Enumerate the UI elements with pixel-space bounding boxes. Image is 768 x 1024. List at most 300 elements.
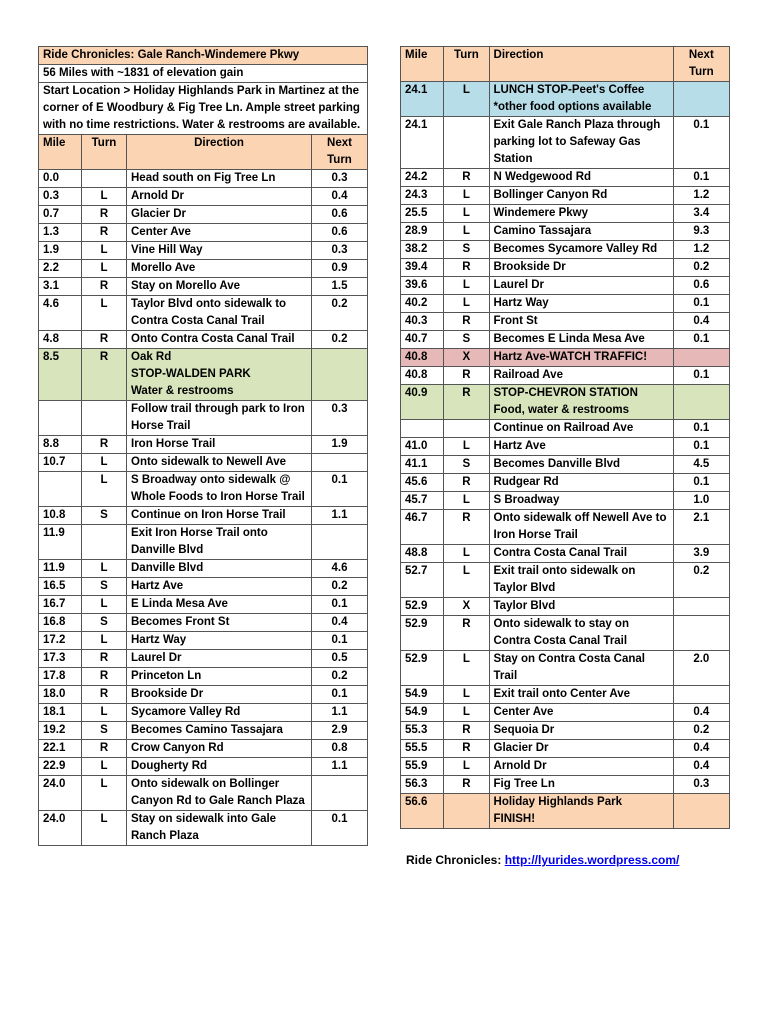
cue-direction: Rudgear Rd bbox=[489, 474, 673, 492]
cue-mile: 40.3 bbox=[401, 313, 444, 331]
cue-direction: Vine Hill Way bbox=[127, 242, 312, 260]
cue-direction: Sycamore Valley Rd bbox=[127, 704, 312, 722]
cue-mile: 52.9 bbox=[401, 651, 444, 686]
cue-next-turn: 0.1 bbox=[673, 367, 729, 385]
cue-row bbox=[401, 758, 730, 776]
cue-next-turn: 0.4 bbox=[312, 188, 368, 206]
cue-direction: S Broadway onto sidewalk @ Whole Foods to Iron Horse Trail bbox=[127, 472, 312, 507]
cue-mile: 45.7 bbox=[401, 492, 444, 510]
cue-row bbox=[401, 686, 730, 704]
cue-row bbox=[39, 740, 368, 758]
col-header-direction: Direction bbox=[489, 47, 673, 82]
cue-row bbox=[401, 331, 730, 349]
cue-mile: 0.7 bbox=[39, 206, 82, 224]
cue-turn: L bbox=[82, 758, 127, 776]
cue-row bbox=[401, 295, 730, 313]
cue-next-turn bbox=[673, 616, 729, 651]
cue-turn: R bbox=[82, 331, 127, 349]
cue-next-turn: 9.3 bbox=[673, 223, 729, 241]
cue-next-turn bbox=[673, 385, 729, 420]
cue-row bbox=[39, 811, 368, 846]
cue-row bbox=[401, 545, 730, 563]
cue-mile bbox=[401, 420, 444, 438]
cue-next-turn: 1.9 bbox=[312, 436, 368, 454]
cue-row bbox=[401, 456, 730, 474]
cue-next-turn: 0.4 bbox=[312, 614, 368, 632]
cue-turn: R bbox=[82, 686, 127, 704]
cue-turn: L bbox=[82, 704, 127, 722]
cue-next-turn: 4.5 bbox=[673, 456, 729, 474]
cue-next-turn bbox=[673, 794, 729, 829]
cue-turn: R bbox=[444, 510, 489, 545]
cue-turn: L bbox=[444, 277, 489, 295]
cue-row bbox=[39, 278, 368, 296]
cue-mile: 22.9 bbox=[39, 758, 82, 776]
cue-mile: 45.6 bbox=[401, 474, 444, 492]
cue-row bbox=[401, 598, 730, 616]
cue-row bbox=[39, 401, 368, 436]
cue-next-turn: 1.2 bbox=[673, 241, 729, 259]
cue-next-turn bbox=[312, 454, 368, 472]
cue-turn: L bbox=[444, 187, 489, 205]
cue-mile: 17.3 bbox=[39, 650, 82, 668]
cue-mile: 55.5 bbox=[401, 740, 444, 758]
cue-row bbox=[401, 492, 730, 510]
cue-mile: 0.3 bbox=[39, 188, 82, 206]
cue-direction: Hartz Ave bbox=[489, 438, 673, 456]
cue-row bbox=[39, 296, 368, 331]
cue-next-turn: 0.4 bbox=[673, 758, 729, 776]
cue-direction: Princeton Ln bbox=[127, 668, 312, 686]
cue-direction: Onto sidewalk off Newell Ave to Iron Horse Trail bbox=[489, 510, 673, 545]
cue-mile: 40.7 bbox=[401, 331, 444, 349]
cue-direction: Arnold Dr bbox=[127, 188, 312, 206]
cue-row bbox=[39, 596, 368, 614]
cue-next-turn: 0.2 bbox=[312, 296, 368, 331]
cue-next-turn: 2.9 bbox=[312, 722, 368, 740]
cue-next-turn: 0.1 bbox=[673, 117, 729, 169]
cue-next-turn: 1.1 bbox=[312, 507, 368, 525]
cue-direction: Taylor Blvd bbox=[489, 598, 673, 616]
cue-next-turn: 0.6 bbox=[673, 277, 729, 295]
cue-turn: S bbox=[82, 578, 127, 596]
cue-next-turn: 1.1 bbox=[312, 704, 368, 722]
cue-mile: 4.8 bbox=[39, 331, 82, 349]
cue-next-turn: 1.5 bbox=[312, 278, 368, 296]
cue-next-turn: 0.1 bbox=[312, 472, 368, 507]
cue-mile: 40.8 bbox=[401, 349, 444, 367]
cue-mile: 52.9 bbox=[401, 616, 444, 651]
col-header-turn: Turn bbox=[444, 47, 489, 82]
cue-mile: 39.6 bbox=[401, 277, 444, 295]
cue-direction: Windemere Pkwy bbox=[489, 205, 673, 223]
cue-row bbox=[401, 563, 730, 598]
cue-sheet-left bbox=[38, 46, 368, 846]
cue-next-turn: 0.3 bbox=[312, 401, 368, 436]
cue-direction: Hartz Ave bbox=[127, 578, 312, 596]
cue-turn: L bbox=[444, 704, 489, 722]
cue-next-turn: 0.1 bbox=[673, 420, 729, 438]
cue-next-turn: 0.8 bbox=[312, 740, 368, 758]
cue-direction: Becomes E Linda Mesa Ave bbox=[489, 331, 673, 349]
cue-turn: L bbox=[444, 686, 489, 704]
cue-direction: S Broadway bbox=[489, 492, 673, 510]
cue-next-turn bbox=[312, 349, 368, 401]
cue-turn: R bbox=[82, 740, 127, 758]
cue-next-turn: 0.2 bbox=[673, 259, 729, 277]
col-header-direction: Direction bbox=[127, 135, 312, 170]
cue-row bbox=[39, 614, 368, 632]
cue-turn bbox=[82, 401, 127, 436]
cue-next-turn: 0.5 bbox=[312, 650, 368, 668]
cue-next-turn: 0.2 bbox=[312, 331, 368, 349]
cue-row bbox=[401, 349, 730, 367]
cue-direction: Laurel Dr bbox=[489, 277, 673, 295]
cue-turn: L bbox=[444, 563, 489, 598]
cue-direction: Glacier Dr bbox=[489, 740, 673, 758]
cue-mile: 40.2 bbox=[401, 295, 444, 313]
cue-row bbox=[401, 474, 730, 492]
cue-direction: Onto Contra Costa Canal Trail bbox=[127, 331, 312, 349]
cue-turn: S bbox=[82, 722, 127, 740]
cue-row bbox=[39, 188, 368, 206]
cue-turn: L bbox=[82, 188, 127, 206]
cue-next-turn: 0.1 bbox=[312, 811, 368, 846]
cue-next-turn: 2.1 bbox=[673, 510, 729, 545]
cue-row bbox=[401, 187, 730, 205]
cue-direction: Camino Tassajara bbox=[489, 223, 673, 241]
cue-mile: 40.9 bbox=[401, 385, 444, 420]
cue-next-turn: 1.1 bbox=[312, 758, 368, 776]
cue-row bbox=[401, 385, 730, 420]
cue-next-turn: 0.2 bbox=[312, 578, 368, 596]
cue-row bbox=[401, 420, 730, 438]
cue-row bbox=[401, 259, 730, 277]
cue-turn: R bbox=[82, 668, 127, 686]
cue-direction: Exit trail onto Center Ave bbox=[489, 686, 673, 704]
cue-turn: R bbox=[444, 616, 489, 651]
cue-turn: R bbox=[444, 474, 489, 492]
cue-mile: 16.8 bbox=[39, 614, 82, 632]
cue-turn: R bbox=[444, 313, 489, 331]
cue-turn: L bbox=[444, 82, 489, 117]
cue-turn: L bbox=[82, 454, 127, 472]
cue-direction: Exit Iron Horse Trail onto Danville Blvd bbox=[127, 525, 312, 560]
cue-direction: Stay on Morello Ave bbox=[127, 278, 312, 296]
cue-next-turn: 1.0 bbox=[673, 492, 729, 510]
cue-mile: 1.3 bbox=[39, 224, 82, 242]
cue-row bbox=[39, 206, 368, 224]
cue-mile: 24.1 bbox=[401, 117, 444, 169]
cue-mile: 8.5 bbox=[39, 349, 82, 401]
cue-turn: L bbox=[444, 438, 489, 456]
cue-mile: 19.2 bbox=[39, 722, 82, 740]
cue-next-turn: 0.4 bbox=[673, 313, 729, 331]
cue-mile: 54.9 bbox=[401, 686, 444, 704]
cue-turn: L bbox=[444, 651, 489, 686]
cue-direction: Brookside Dr bbox=[127, 686, 312, 704]
cue-row bbox=[39, 560, 368, 578]
cue-turn: L bbox=[82, 260, 127, 278]
cue-next-turn bbox=[673, 82, 729, 117]
cue-direction: Stay on sidewalk into Gale Ranch Plaza bbox=[127, 811, 312, 846]
col-header-mile: Mile bbox=[401, 47, 444, 82]
column-header-row bbox=[401, 47, 730, 82]
cue-mile: 39.4 bbox=[401, 259, 444, 277]
cue-turn: X bbox=[444, 349, 489, 367]
footer bbox=[406, 853, 679, 867]
cue-next-turn: 0.2 bbox=[673, 722, 729, 740]
cue-direction: Follow trail through park to Iron Horse Trail bbox=[127, 401, 312, 436]
cue-direction: Taylor Blvd onto sidewalk to Contra Costa Canal Trail bbox=[127, 296, 312, 331]
cue-mile: 18.1 bbox=[39, 704, 82, 722]
cue-mile bbox=[39, 401, 82, 436]
cue-mile bbox=[39, 472, 82, 507]
cue-turn: X bbox=[444, 598, 489, 616]
cue-mile: 24.0 bbox=[39, 776, 82, 811]
cue-next-turn: 0.6 bbox=[312, 206, 368, 224]
cue-turn: R bbox=[82, 349, 127, 401]
cue-row bbox=[401, 205, 730, 223]
cue-mile: 16.5 bbox=[39, 578, 82, 596]
cue-mile: 24.2 bbox=[401, 169, 444, 187]
cue-direction: Becomes Danville Blvd bbox=[489, 456, 673, 474]
cue-turn: S bbox=[444, 241, 489, 259]
cue-mile: 2.2 bbox=[39, 260, 82, 278]
cue-next-turn: 0.1 bbox=[673, 169, 729, 187]
cue-row bbox=[39, 650, 368, 668]
cue-turn: L bbox=[444, 545, 489, 563]
cue-row bbox=[39, 349, 368, 401]
cue-direction: Glacier Dr bbox=[127, 206, 312, 224]
cue-turn: R bbox=[82, 436, 127, 454]
cue-direction: Hartz Way bbox=[489, 295, 673, 313]
cue-mile: 0.0 bbox=[39, 170, 82, 188]
cue-mile: 10.7 bbox=[39, 454, 82, 472]
cue-mile: 40.8 bbox=[401, 367, 444, 385]
cue-turn: L bbox=[444, 223, 489, 241]
cue-direction: Laurel Dr bbox=[127, 650, 312, 668]
cue-direction: Arnold Dr bbox=[489, 758, 673, 776]
cue-mile: 18.0 bbox=[39, 686, 82, 704]
cue-row bbox=[39, 578, 368, 596]
cue-turn: R bbox=[444, 776, 489, 794]
cue-row bbox=[39, 758, 368, 776]
cue-row bbox=[39, 170, 368, 188]
cue-row bbox=[39, 722, 368, 740]
cue-turn: L bbox=[82, 596, 127, 614]
cue-next-turn: 0.1 bbox=[673, 474, 729, 492]
cue-next-turn: 3.4 bbox=[673, 205, 729, 223]
cue-row bbox=[401, 438, 730, 456]
cue-direction: Front St bbox=[489, 313, 673, 331]
cue-next-turn: 0.1 bbox=[312, 686, 368, 704]
cue-row bbox=[39, 507, 368, 525]
cue-direction: Onto sidewalk on Bollinger Canyon Rd to Gale Ranch Plaza bbox=[127, 776, 312, 811]
cue-next-turn bbox=[673, 686, 729, 704]
cue-row bbox=[401, 740, 730, 758]
cue-row bbox=[39, 224, 368, 242]
cue-row bbox=[401, 704, 730, 722]
cue-turn: L bbox=[82, 472, 127, 507]
cue-row bbox=[401, 776, 730, 794]
cue-next-turn: 0.3 bbox=[312, 170, 368, 188]
col-header-next-turn: Next Turn bbox=[312, 135, 368, 170]
cue-direction: Onto sidewalk to stay on Contra Costa Canal Trail bbox=[489, 616, 673, 651]
cue-row bbox=[39, 686, 368, 704]
cue-mile: 4.6 bbox=[39, 296, 82, 331]
cue-row bbox=[401, 367, 730, 385]
distance-row bbox=[39, 65, 368, 83]
cue-turn bbox=[444, 794, 489, 829]
cue-direction: Contra Costa Canal Trail bbox=[489, 545, 673, 563]
cue-direction: Brookside Dr bbox=[489, 259, 673, 277]
cue-turn: R bbox=[82, 206, 127, 224]
cue-turn: R bbox=[82, 278, 127, 296]
cue-direction: Exit trail onto sidewalk on Taylor Blvd bbox=[489, 563, 673, 598]
col-header-mile: Mile bbox=[39, 135, 82, 170]
cue-next-turn: 1.2 bbox=[673, 187, 729, 205]
cue-row bbox=[39, 704, 368, 722]
cue-turn bbox=[444, 117, 489, 169]
cue-turn: L bbox=[82, 242, 127, 260]
start-location: Start Location > Holiday Highlands Park in Martinez at the corner of E Woodbury & Fig Tree Ln. Ample street parking with no time restrictions. Water & restrooms are available. bbox=[39, 83, 368, 135]
cue-mile: 48.8 bbox=[401, 545, 444, 563]
cue-row bbox=[39, 454, 368, 472]
cue-direction: Stay on Contra Costa Canal Trail bbox=[489, 651, 673, 686]
cue-mile: 54.9 bbox=[401, 704, 444, 722]
cue-next-turn: 3.9 bbox=[673, 545, 729, 563]
cue-sheet-right bbox=[400, 46, 730, 829]
cue-mile: 24.1 bbox=[401, 82, 444, 117]
cue-direction: Sequoia Dr bbox=[489, 722, 673, 740]
cue-direction: Crow Canyon Rd bbox=[127, 740, 312, 758]
cue-row bbox=[401, 313, 730, 331]
cue-row bbox=[401, 82, 730, 117]
cue-direction: LUNCH STOP-Peet's Coffee *other food options available bbox=[489, 82, 673, 117]
cue-turn: L bbox=[444, 295, 489, 313]
cue-turn: L bbox=[444, 205, 489, 223]
start-row bbox=[39, 83, 368, 135]
cue-row bbox=[39, 242, 368, 260]
cue-row bbox=[39, 668, 368, 686]
cue-turn: R bbox=[444, 740, 489, 758]
cue-direction: Center Ave bbox=[489, 704, 673, 722]
cue-turn: S bbox=[82, 614, 127, 632]
cue-direction: Oak Rd STOP-WALDEN PARK Water & restrooms bbox=[127, 349, 312, 401]
cue-sheet-left-body bbox=[39, 47, 368, 846]
cue-turn: R bbox=[444, 169, 489, 187]
cue-turn: S bbox=[444, 331, 489, 349]
cue-direction: N Wedgewood Rd bbox=[489, 169, 673, 187]
cue-next-turn: 0.1 bbox=[312, 596, 368, 614]
cue-row bbox=[401, 277, 730, 295]
cue-mile: 25.5 bbox=[401, 205, 444, 223]
cue-row bbox=[401, 241, 730, 259]
cue-turn: L bbox=[444, 492, 489, 510]
cue-direction: Exit Gale Ranch Plaza through parking lot to Safeway Gas Station bbox=[489, 117, 673, 169]
cue-mile: 8.8 bbox=[39, 436, 82, 454]
cue-mile: 41.0 bbox=[401, 438, 444, 456]
cue-mile: 11.9 bbox=[39, 560, 82, 578]
cue-turn bbox=[444, 420, 489, 438]
cue-row bbox=[401, 616, 730, 651]
cue-mile: 24.0 bbox=[39, 811, 82, 846]
cue-next-turn: 0.6 bbox=[312, 224, 368, 242]
cue-mile: 17.2 bbox=[39, 632, 82, 650]
cue-turn: L bbox=[82, 811, 127, 846]
cue-direction: Fig Tree Ln bbox=[489, 776, 673, 794]
column-header-row bbox=[39, 135, 368, 170]
cue-mile: 56.6 bbox=[401, 794, 444, 829]
cue-mile: 3.1 bbox=[39, 278, 82, 296]
cue-row bbox=[39, 472, 368, 507]
cue-mile: 55.3 bbox=[401, 722, 444, 740]
cue-mile: 46.7 bbox=[401, 510, 444, 545]
cue-next-turn: 4.6 bbox=[312, 560, 368, 578]
cue-direction: Danville Blvd bbox=[127, 560, 312, 578]
cue-turn bbox=[82, 170, 127, 188]
footer-label: Ride Chronicles: bbox=[406, 853, 505, 867]
cue-turn: S bbox=[444, 456, 489, 474]
cue-row bbox=[401, 510, 730, 545]
cue-turn: R bbox=[82, 650, 127, 668]
cue-turn: R bbox=[444, 385, 489, 420]
cue-direction: Center Ave bbox=[127, 224, 312, 242]
cue-direction: Head south on Fig Tree Ln bbox=[127, 170, 312, 188]
cue-next-turn: 0.9 bbox=[312, 260, 368, 278]
cue-next-turn: 0.1 bbox=[673, 438, 729, 456]
cue-turn: R bbox=[82, 224, 127, 242]
cue-direction: Becomes Sycamore Valley Rd bbox=[489, 241, 673, 259]
cue-direction: Hartz Ave-WATCH TRAFFIC! bbox=[489, 349, 673, 367]
cue-row bbox=[401, 169, 730, 187]
cue-direction: Dougherty Rd bbox=[127, 758, 312, 776]
cue-direction: Holiday Highlands Park FINISH! bbox=[489, 794, 673, 829]
ride-title: Ride Chronicles: Gale Ranch-Windemere Pkwy bbox=[39, 47, 368, 65]
cue-direction: Morello Ave bbox=[127, 260, 312, 278]
blog-link[interactable]: http://lyurides.wordpress.com/ bbox=[504, 853, 680, 867]
cue-turn: L bbox=[82, 776, 127, 811]
cue-direction: Becomes Camino Tassajara bbox=[127, 722, 312, 740]
cue-row bbox=[39, 331, 368, 349]
cue-turn: R bbox=[444, 722, 489, 740]
cue-next-turn bbox=[673, 598, 729, 616]
cue-mile: 28.9 bbox=[401, 223, 444, 241]
cue-next-turn: 0.4 bbox=[673, 740, 729, 758]
cue-mile: 24.3 bbox=[401, 187, 444, 205]
cue-row bbox=[401, 722, 730, 740]
cue-mile: 10.8 bbox=[39, 507, 82, 525]
cue-mile: 52.7 bbox=[401, 563, 444, 598]
cue-direction: Onto sidewalk to Newell Ave bbox=[127, 454, 312, 472]
cue-direction: Iron Horse Trail bbox=[127, 436, 312, 454]
cue-turn: S bbox=[82, 507, 127, 525]
cue-row bbox=[401, 117, 730, 169]
cue-next-turn: 0.1 bbox=[312, 632, 368, 650]
cue-mile: 1.9 bbox=[39, 242, 82, 260]
cue-turn: R bbox=[444, 367, 489, 385]
cue-mile: 16.7 bbox=[39, 596, 82, 614]
cue-next-turn: 0.2 bbox=[673, 563, 729, 598]
cue-next-turn: 0.3 bbox=[312, 242, 368, 260]
cue-turn: L bbox=[82, 632, 127, 650]
cue-next-turn: 2.0 bbox=[673, 651, 729, 686]
cue-direction: Bollinger Canyon Rd bbox=[489, 187, 673, 205]
cue-row bbox=[39, 776, 368, 811]
cue-mile: 38.2 bbox=[401, 241, 444, 259]
col-header-next-turn: Next Turn bbox=[673, 47, 729, 82]
